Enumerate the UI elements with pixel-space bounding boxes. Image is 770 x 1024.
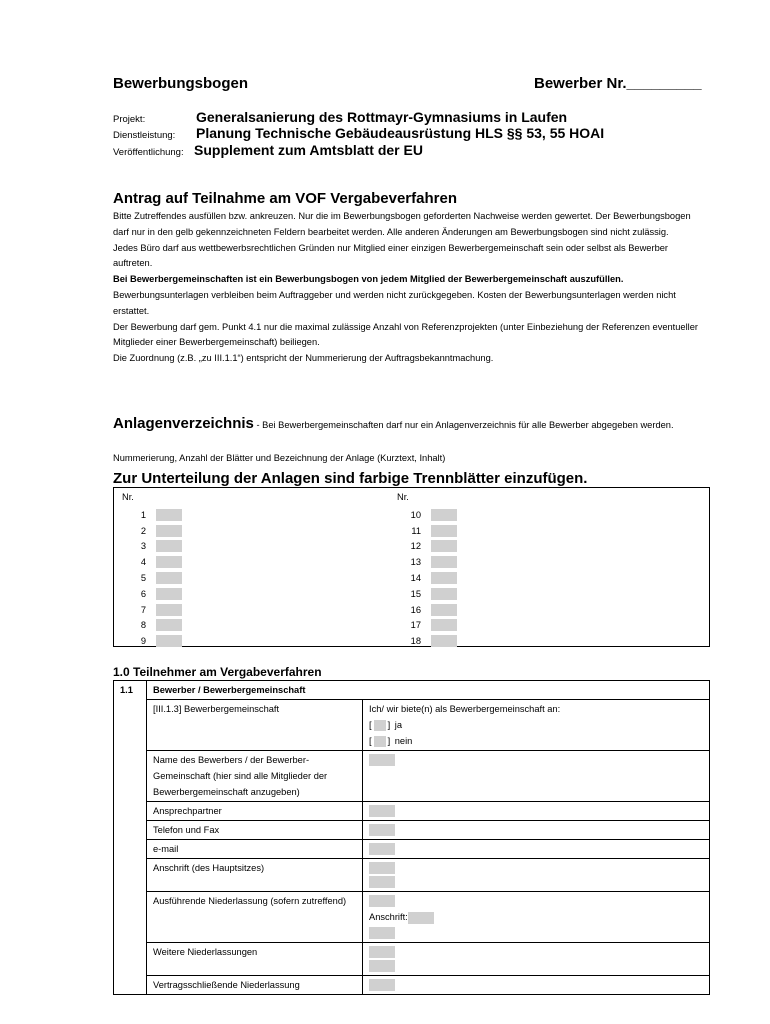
document-title: Bewerbungsbogen [113,75,249,92]
row-number: 12 [410,541,421,552]
row-number: 7 [140,604,146,615]
attachment-row [397,554,457,570]
attachment-column-right [397,492,457,649]
table-row [114,802,710,821]
attachment-row [397,618,457,634]
checkbox-label: nein [394,736,413,746]
row-number: 16 [410,604,421,615]
row-number: 8 [140,620,146,631]
attachment-field[interactable] [431,572,457,584]
attachment-field[interactable] [156,509,182,521]
checkbox-label: ja [394,720,403,730]
table-row [114,681,710,700]
attachment-field[interactable] [156,556,182,568]
antrag-heading: Antrag auf Teilnahme am VOF Vergabeverfahren [113,190,457,207]
address-field[interactable] [369,876,395,888]
section-number-cell [114,943,147,976]
table-row [114,840,710,859]
meta-label: Veröffentlichung: [113,147,184,158]
attachment-row [122,570,182,586]
table-row [114,976,710,995]
row-number: 15 [410,588,421,599]
checkbox-field[interactable] [374,736,386,747]
checkbox-no[interactable]: [ ] nein [369,733,412,749]
address-field[interactable] [369,862,395,874]
checkbox-field[interactable] [374,720,386,731]
attachment-field[interactable] [156,588,182,600]
attachment-field[interactable] [156,572,182,584]
table-row [114,751,710,802]
attachment-row [397,586,457,602]
other-branches-label: Weitere Niederlassungen [147,943,363,976]
section-number-cell [114,840,147,859]
row-number: 18 [410,636,421,647]
branch-field[interactable] [369,895,395,907]
nr-header: Nr. [397,492,409,502]
attachment-field[interactable] [431,635,457,647]
bg-question: Ich/ wir biete(n) als Bewerbergemeinschaft an: [369,704,561,714]
row-number: 3 [140,541,146,552]
paragraph: Die Zuordnung (z.B. „zu III.1.1“) entspricht der Nummerierung der Auftragsbekanntmachung. [113,353,494,364]
table-row [114,859,710,892]
attachment-field[interactable] [431,619,457,631]
attachment-row [397,507,457,523]
row-number: 2 [140,525,146,536]
phone-field[interactable] [369,824,395,836]
attachment-list [113,487,710,647]
nr-header: Nr. [122,492,134,502]
meta-value: Planung Technische Gebäudeausrüstung HLS §§ 53, 55 HOAI [196,125,605,141]
attachment-row [397,602,457,618]
row-number: 14 [410,573,421,584]
attachment-field[interactable] [431,509,457,521]
other-branches-field[interactable] [369,946,395,958]
section-number-cell [114,700,147,751]
section-number-cell [114,859,147,892]
table-row [114,821,710,840]
meta-value: Generalsanierung des Rottmayr-Gymnasiums in Laufen [196,109,568,125]
attachment-row [397,570,457,586]
row-number: 11 [411,525,421,536]
row-number: 4 [140,557,146,568]
contact-value-cell [363,802,710,821]
attachment-row [397,633,457,649]
attachment-field[interactable] [156,540,182,552]
attachment-field[interactable] [431,525,457,537]
numbering-note: Nummerierung, Anzahl der Blätter und Bezeichnung der Anlage (Kurztext, Inhalt) [113,453,446,463]
attachment-row [122,507,182,523]
row-number: 9 [140,636,146,647]
paragraph: Bewerbungsunterlagen verbleiben beim Auftraggeber und werden nicht zurückgegeben. Kosten der Bewerbungsunterlagen werden nicht erstattet. [113,289,676,316]
attachment-field[interactable] [156,619,182,631]
branch-value-cell [363,892,710,943]
attachment-row [397,539,457,555]
table-row [114,700,710,751]
row-number: 17 [410,620,421,631]
meta-value: Supplement zum Amtsblatt der EU [194,142,423,158]
meta-label: Dienstleistung: [113,130,176,141]
table-row [114,943,710,976]
bg-label: [III.1.3] Bewerbergemeinschaft [147,700,363,751]
paragraph: Jedes Büro darf aus wettbewerbsrechtlichen Gründen nur Mitglied einer einzigen Bewerbergemeinschaft sein oder selbst als Bewerber auftreten. [113,242,669,269]
attachment-row [397,523,457,539]
phone-label: Telefon und Fax [147,821,363,840]
contact-label: Ansprechpartner [147,802,363,821]
section-number: 1.1 [114,681,147,700]
row-number: 6 [140,588,146,599]
section-number-cell [114,751,147,802]
participants-heading: 1.0 Teilnehmer am Vergabeverfahren [113,665,322,679]
attachment-row [122,554,182,570]
other-branches-field[interactable] [369,960,395,972]
branch-address-line [369,909,703,925]
paragraph: Bitte Zutreffendes ausfüllen bzw. ankreuzen. Nur die im Bewerbungsbogen geforderten Nachweise werden gewertet. Der Bewerbungsbogen darf nur in den gelb gekennzeichneten Feldern bearbeitet werden. Alle anderen Änderungen am Bewerbungsbogen sind nicht zulässig. [113,211,691,237]
contracting-branch-label: Vertragsschließende Niederlassung [147,976,363,995]
applicant-number: Bewerber Nr._________ [534,75,702,92]
attachment-field[interactable] [431,588,457,600]
address-value-cell [363,859,710,892]
address-label: Anschrift (des Hauptsitzes) [147,859,363,892]
attachment-column-left [122,492,182,649]
anlagen-heading: Anlagenverzeichnis [113,415,254,432]
section-number-cell [114,821,147,840]
email-label: e-mail [147,840,363,859]
attachment-row [122,539,182,555]
table-row [114,892,710,943]
attachment-row [122,633,182,649]
attachment-row [122,586,182,602]
phone-value-cell [363,821,710,840]
branch-label: Ausführende Niederlassung (sofern zutreffend) [147,892,363,943]
row-number: 13 [410,557,421,568]
row-number: 10 [410,509,421,520]
attachment-field[interactable] [156,525,182,537]
section-title: Bewerber / Bewerbergemeinschaft [147,681,710,700]
attachment-field[interactable] [431,604,457,616]
attachment-row [122,523,182,539]
anlagen-heading-block [113,415,703,434]
separator-heading: Zur Unterteilung der Anlagen sind farbige Trennblätter einzufügen. [113,470,588,487]
attachment-row [122,618,182,634]
bg-options [363,700,710,751]
section-number-cell [114,802,147,821]
branch-field[interactable] [369,927,395,939]
paragraph: Der Bewerbung darf gem. Punkt 4.1 nur die maximal zulässige Anzahl von Referenzprojekten (unter Einbeziehung der Referenzen eventueller Mitglieder einer Bewerbergemeinschaft) beiliegen. [113,321,699,348]
other-branches-value-cell [363,943,710,976]
contracting-branch-value-cell [363,976,710,995]
anlagen-note: - Bei Bewerbergemeinschaften darf nur ein Anlagenverzeichnis für alle Bewerber abgegeben werden. [253,420,674,430]
row-number: 5 [140,573,146,584]
email-value-cell [363,840,710,859]
attachment-field[interactable] [431,556,457,568]
email-field[interactable] [369,843,395,855]
attachment-field[interactable] [431,540,457,552]
name-value-cell [363,751,710,802]
antrag-text [113,209,703,367]
attachment-field[interactable] [156,604,182,616]
participant-table [113,680,710,995]
branch-address-field[interactable] [408,912,434,924]
section-number-cell [114,892,147,943]
contracting-branch-field[interactable] [369,979,395,991]
branch-address-label: Anschrift: [369,912,408,922]
name-label: Name des Bewerbers / der Bewerber-Gemeinschaft (hier sind alle Mitglieder der Bewerbergemeinschaft anzugeben) [147,751,363,802]
attachment-row [122,602,182,618]
name-field[interactable] [369,754,395,766]
checkbox-yes[interactable]: [ ] ja [369,717,402,733]
attachment-field[interactable] [156,635,182,647]
paragraph-bold: Bei Bewerbergemeinschaften ist ein Bewerbungsbogen von jedem Mitglied der Bewerbergemeinschaft auszufüllen. [113,274,624,285]
meta-label: Projekt: [113,114,146,125]
section-number-cell [114,976,147,995]
contact-field[interactable] [369,805,395,817]
row-number: 1 [140,509,146,520]
